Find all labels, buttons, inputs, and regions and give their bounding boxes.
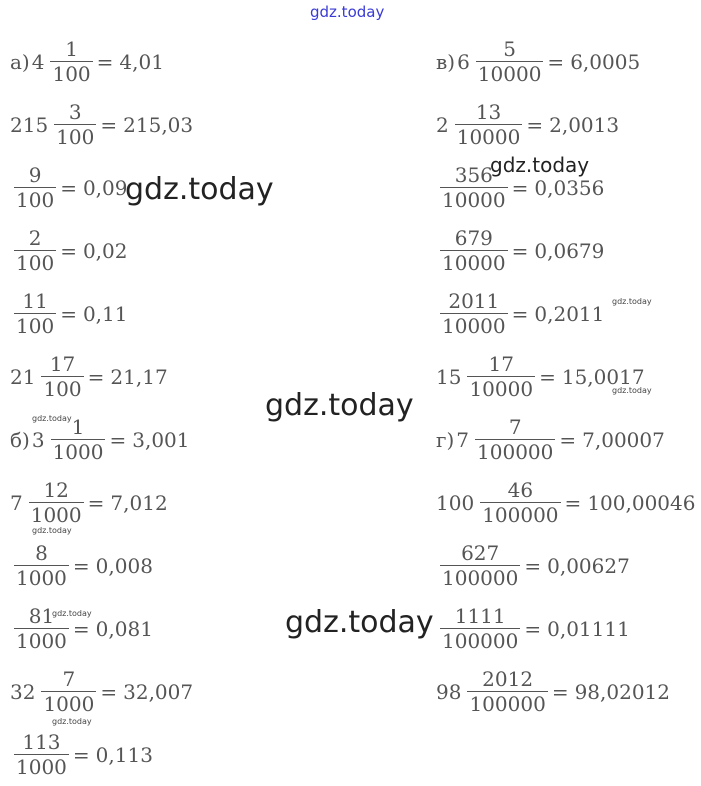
decimal-result: 0,0356	[534, 175, 605, 200]
denominator: 1000	[16, 755, 67, 779]
decimal-result: 7,00007	[582, 427, 665, 452]
numerator: 1	[65, 37, 78, 61]
equals-sign: =	[87, 490, 105, 515]
whole-part: 6	[457, 49, 470, 74]
watermark-small-5: gdz.today	[52, 609, 92, 618]
watermark-small-1: gdz.today	[612, 297, 652, 306]
whole-part: 98	[436, 679, 462, 704]
watermark-big-3: gdz.today	[285, 605, 434, 640]
equation-row	[10, 597, 153, 660]
equation-row	[436, 30, 640, 93]
equation-row	[436, 219, 604, 282]
decimal-result: 215,03	[123, 112, 194, 137]
denominator: 1000	[16, 566, 67, 590]
decimal-result: 21,17	[110, 364, 168, 389]
fraction	[455, 102, 523, 147]
decimal-result: 15,0017	[561, 364, 645, 389]
fraction	[41, 354, 83, 399]
numerator: 7	[508, 415, 522, 439]
fraction	[440, 291, 508, 336]
fraction	[14, 228, 56, 273]
numerator: 2	[28, 226, 42, 250]
fraction	[476, 39, 544, 84]
equation-row	[436, 93, 619, 156]
fraction	[14, 543, 69, 588]
equals-sign: =	[60, 175, 77, 200]
equation-row	[10, 282, 127, 345]
decimal-result: 100,00046	[587, 490, 696, 515]
numerator: 7	[62, 667, 76, 691]
denominator: 100000	[442, 566, 519, 590]
denominator: 100	[43, 377, 82, 401]
equals-sign: =	[72, 616, 90, 641]
denominator: 100000	[442, 629, 519, 653]
whole-part: 32	[10, 679, 36, 704]
equals-sign: =	[524, 553, 542, 578]
equals-sign: =	[511, 301, 529, 326]
numerator: 17	[49, 352, 76, 376]
decimal-result: 2,0013	[549, 112, 620, 137]
equals-sign: =	[526, 112, 544, 137]
numerator: 8	[35, 541, 48, 565]
equation-row	[436, 282, 604, 345]
equation-row	[10, 471, 168, 534]
fraction	[475, 417, 555, 462]
numerator: 1	[71, 415, 85, 439]
equation-row	[10, 723, 153, 786]
numerator: 5	[503, 37, 516, 61]
numerator: 13	[475, 100, 502, 124]
denominator: 100000	[469, 692, 546, 716]
equation-row	[10, 156, 127, 219]
decimal-result: 0,00627	[547, 553, 630, 578]
equation-row	[436, 597, 630, 660]
numerator: 113	[22, 730, 61, 754]
decimal-result: 7,012	[110, 490, 168, 515]
decimal-result: 98,02012	[574, 679, 671, 704]
equals-sign: =	[564, 490, 582, 515]
watermark-small-2: gdz.today	[612, 386, 652, 395]
denominator: 100	[16, 251, 55, 275]
equation-row	[436, 408, 665, 471]
item-label: в)	[436, 49, 456, 74]
fraction	[14, 291, 56, 336]
numerator: 2012	[482, 667, 534, 691]
whole-part: 4	[31, 49, 45, 74]
decimal-result: 0,01111	[547, 616, 630, 641]
decimal-result: 3,001	[132, 427, 190, 452]
fraction	[51, 417, 106, 462]
equation-row	[436, 471, 695, 534]
item-label: б)	[10, 427, 30, 452]
decimal-result: 6,0005	[570, 49, 641, 74]
fraction	[467, 354, 535, 399]
whole-part: 3	[31, 427, 45, 452]
fraction	[54, 102, 96, 147]
numerator: 2011	[448, 289, 500, 313]
watermark-small-3: gdz.today	[32, 414, 72, 423]
numerator: 356	[454, 163, 493, 187]
equation-row	[10, 30, 164, 93]
fraction	[41, 669, 96, 714]
denominator: 100	[16, 314, 55, 338]
denominator: 10000	[469, 377, 534, 401]
fraction	[14, 732, 69, 777]
numerator: 11	[22, 289, 48, 313]
item-label: а)	[10, 49, 30, 74]
equals-sign: =	[524, 616, 542, 641]
numerator: 46	[507, 478, 534, 502]
whole-part: 15	[436, 364, 462, 389]
equals-sign: =	[511, 238, 529, 263]
fraction	[29, 480, 84, 525]
whole-part: 215	[10, 112, 49, 137]
denominator: 1000	[43, 692, 95, 716]
watermark-small-4: gdz.today	[32, 526, 72, 535]
decimal-result: 4,01	[119, 49, 164, 74]
denominator: 10000	[442, 188, 506, 212]
whole-part: 7	[10, 490, 23, 515]
fraction	[440, 606, 520, 651]
decimal-result: 32,007	[123, 679, 194, 704]
denominator: 1000	[30, 503, 82, 527]
denominator: 10000	[442, 314, 506, 338]
numerator: 627	[461, 541, 500, 565]
equation-row	[436, 660, 670, 723]
denominator: 10000	[477, 62, 542, 86]
denominator: 100000	[482, 503, 559, 527]
decimal-result: 0,0679	[534, 238, 605, 263]
numerator: 3	[68, 100, 82, 124]
decimal-result: 0,09	[82, 175, 128, 200]
equation-row	[436, 534, 630, 597]
denominator: 1000	[52, 440, 104, 464]
numerator: 1111	[454, 604, 506, 628]
fraction	[50, 39, 92, 84]
equation-row	[10, 534, 153, 597]
decimal-result: 0,2011	[534, 301, 605, 326]
numerator: 679	[454, 226, 493, 250]
decimal-result: 0,02	[82, 238, 128, 263]
numerator: 17	[488, 352, 514, 376]
numerator: 9	[28, 163, 42, 187]
denominator: 100	[16, 188, 55, 212]
numerator: 12	[43, 478, 69, 502]
equation-row	[10, 345, 168, 408]
whole-part: 100	[436, 490, 475, 515]
denominator: 100000	[477, 440, 554, 464]
denominator: 100	[56, 125, 95, 149]
equals-sign: =	[547, 49, 565, 74]
whole-part: 2	[436, 112, 449, 137]
fraction	[440, 228, 508, 273]
equals-sign: =	[72, 553, 90, 578]
fraction	[467, 669, 547, 714]
decimal-result: 0,11	[82, 301, 128, 326]
decimal-result: 0,081	[95, 616, 153, 641]
fraction	[480, 480, 560, 525]
equals-sign: =	[96, 49, 114, 74]
decimal-result: 0,008	[95, 553, 153, 578]
equals-sign: =	[87, 364, 105, 389]
equals-sign: =	[100, 112, 118, 137]
equals-sign: =	[60, 238, 77, 263]
watermark-medium: gdz.today	[490, 153, 590, 177]
equation-row	[10, 219, 127, 282]
equals-sign: =	[72, 742, 90, 767]
equals-sign: =	[551, 679, 569, 704]
numerator: 81	[28, 604, 55, 628]
watermark-top: gdz.today	[310, 3, 385, 21]
item-label: г)	[436, 427, 455, 452]
equation-row	[10, 660, 193, 723]
equals-sign: =	[100, 679, 118, 704]
fraction	[440, 543, 520, 588]
watermark-big-1: gdz.today	[125, 172, 274, 207]
equals-sign: =	[539, 364, 556, 389]
equation-row	[436, 345, 645, 408]
decimal-result: 0,113	[95, 742, 153, 767]
equals-sign: =	[559, 427, 577, 452]
fraction	[14, 165, 56, 210]
denominator: 10000	[456, 125, 521, 149]
equals-sign: =	[60, 301, 77, 326]
denominator: 100	[52, 62, 91, 86]
equals-sign: =	[511, 175, 529, 200]
watermark-big-2: gdz.today	[265, 388, 414, 423]
equals-sign: =	[109, 427, 127, 452]
whole-part: 21	[10, 364, 36, 389]
denominator: 10000	[442, 251, 506, 275]
watermark-small-6: gdz.today	[52, 717, 92, 726]
equation-row	[10, 93, 193, 156]
whole-part: 7	[456, 427, 470, 452]
denominator: 1000	[16, 629, 67, 653]
